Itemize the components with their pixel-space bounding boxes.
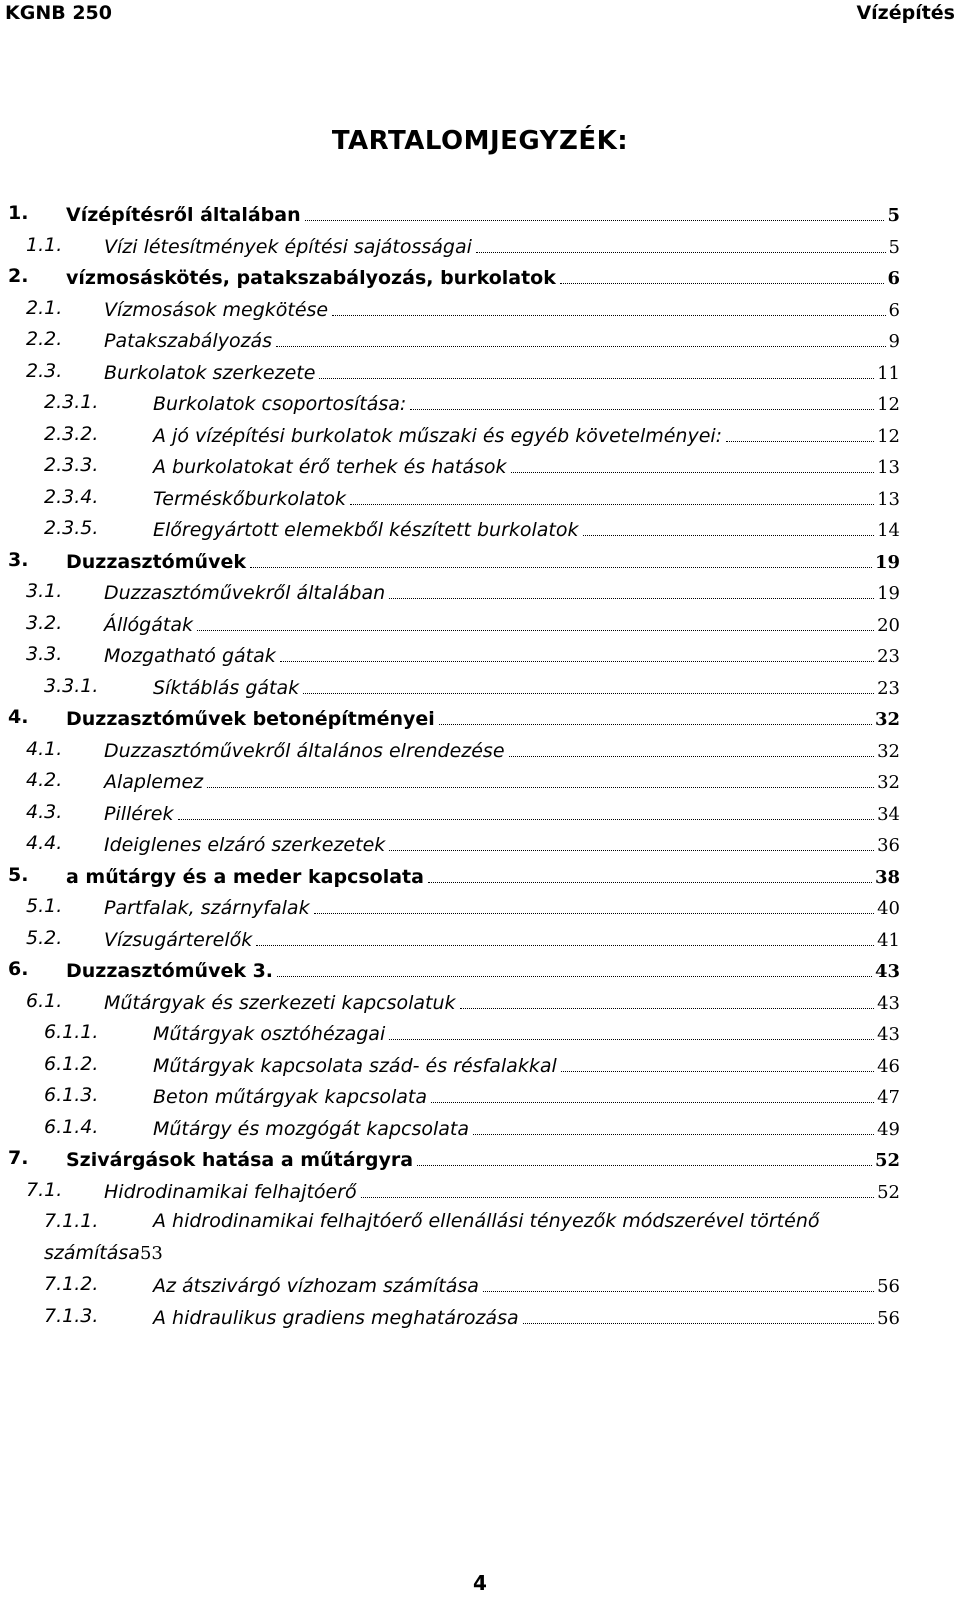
toc-entry[interactable] [0, 234, 930, 264]
toc-entry-number: 6.1.3. [44, 1084, 99, 1106]
toc-entry-title: Duzzasztóművek [66, 550, 246, 573]
toc-entry[interactable] [0, 265, 930, 295]
toc-entry-page: 40 [877, 898, 900, 919]
toc-entry-title: Szivárgások hatása a műtárgyra [66, 1149, 414, 1171]
toc-entry-number: 2.3.1. [44, 391, 99, 413]
toc-entry[interactable] [0, 927, 930, 957]
toc-entry-page: 34 [877, 803, 900, 825]
toc-entry[interactable] [0, 454, 930, 484]
toc-entry-page: 19 [874, 551, 900, 573]
toc-entry-title: Burkolatok szerkezete [104, 361, 316, 384]
toc-entry-page: 43 [877, 992, 900, 1014]
toc-entry-page: 43 [874, 961, 900, 982]
toc-entry-title: Vízépítésről általában [66, 204, 301, 226]
toc-entry-title: A jó vízépítési burkolatok műszaki és egyéb követelményei: [153, 424, 723, 447]
toc-entry-title: A burkolatokat érő terhek és hatások [153, 456, 507, 478]
toc-entry-number: 6.1.2. [44, 1052, 99, 1075]
toc-entry-title-continued: számítása [44, 1241, 140, 1264]
dot-leader [726, 423, 874, 442]
dot-leader [332, 297, 885, 316]
toc-entry-number: 3.3. [26, 643, 63, 665]
toc-entry-title: Síktáblás gátak [153, 676, 300, 699]
toc-entry-number: 2.2. [26, 328, 63, 350]
toc-entry-number: 7.1.2. [44, 1273, 99, 1295]
toc-entry-title: Duzzasztóművek 3. [66, 960, 274, 982]
toc-entry-page: 52 [874, 1150, 900, 1171]
toc-entry-title: Duzzasztóművekről általában [104, 582, 386, 604]
toc-entry-number: 5.2. [26, 926, 63, 949]
toc-entry-number: 3.2. [26, 611, 63, 634]
toc-entry-number: 2.1. [26, 296, 63, 319]
toc-entry-page: 20 [877, 614, 900, 636]
toc-entry-page: 12 [877, 394, 900, 415]
dot-leader [523, 1305, 874, 1324]
toc-entry[interactable] [0, 801, 930, 831]
toc-entry-page: 5 [887, 205, 900, 226]
toc-entry-page: 32 [877, 772, 900, 793]
dot-leader [410, 391, 874, 410]
toc-entry-page: 23 [877, 646, 900, 667]
toc-entry-page: 11 [877, 362, 900, 384]
toc-entry-title: A hidrodinamikai felhajtóerő ellenállási tényezők módszerével történő [153, 1210, 820, 1232]
toc-entry[interactable] [0, 360, 930, 390]
toc-entry-number: 5. [8, 863, 29, 886]
toc-entry[interactable] [0, 549, 930, 579]
toc-entry-number: 3. [8, 548, 29, 571]
toc-entry-number: 2.3.3. [44, 454, 99, 476]
dot-leader [305, 202, 885, 221]
toc-entry-title: Előregyártott elemekből készített burkolatok [153, 519, 579, 541]
page-number: 4 [473, 1571, 487, 1595]
toc-entry-number: 2.3. [26, 359, 63, 382]
header-course-code: KGNB 250 [5, 2, 112, 24]
toc-entry-number: 4.3. [26, 800, 63, 823]
toc-entry-number: 6. [8, 958, 29, 980]
dot-leader [428, 864, 872, 883]
toc-entry-title: Műtárgyak és szerkezeti kapcsolatuk [104, 991, 456, 1014]
toc-entry-title: Pillérek [104, 802, 174, 825]
toc-entry[interactable] [0, 864, 930, 894]
dot-leader [197, 612, 874, 631]
page-title: TARTALOMJEGYZÉK: [331, 126, 629, 156]
toc-entry[interactable] [0, 1116, 930, 1146]
dot-leader [439, 706, 872, 725]
toc-entry-page: 6 [887, 268, 900, 289]
toc-entry[interactable] [0, 769, 930, 799]
toc-entry-title: Burkolatok csoportosítása: [153, 393, 407, 415]
dot-leader [460, 990, 875, 1009]
toc-entry[interactable] [0, 832, 930, 862]
dot-leader [389, 1021, 874, 1040]
toc-entry-number: 3.3.1. [44, 674, 99, 697]
toc-entry-number: 4.4. [26, 832, 63, 854]
dot-leader [361, 1179, 874, 1198]
toc-entry-page: 5 [888, 236, 900, 258]
toc-entry-page: 56 [877, 1276, 900, 1297]
toc-entry[interactable] [0, 706, 930, 736]
toc-entry-title: Vízmosások megkötése [104, 298, 329, 321]
toc-entry-title: Mozgatható gátak [104, 645, 276, 667]
toc-entry-number: 7.1. [26, 1178, 63, 1201]
toc-entry-number: 2.3.4. [44, 485, 99, 508]
toc-entry-page: 49 [877, 1118, 900, 1140]
dot-leader [277, 958, 872, 977]
toc-entry-page: 19 [877, 583, 900, 604]
toc-entry-number: 2. [8, 265, 29, 287]
toc-entry[interactable] [0, 391, 930, 421]
dot-leader [280, 643, 874, 662]
toc-entry[interactable] [0, 517, 930, 547]
toc-entry-number: 1.1. [26, 233, 63, 256]
toc-entry[interactable] [0, 1305, 930, 1335]
toc-entry-number: 7.1.1. [44, 1210, 99, 1232]
dot-leader [431, 1084, 874, 1103]
toc-entry-title: Beton műtárgyak kapcsolata [153, 1086, 428, 1108]
toc-entry[interactable] [0, 1147, 930, 1177]
dot-leader [417, 1147, 872, 1166]
toc-entry[interactable] [0, 643, 930, 673]
toc-entry[interactable] [0, 1273, 930, 1303]
toc-entry-page: 36 [877, 835, 900, 856]
dot-leader [276, 328, 885, 347]
toc-entry-page: 43 [877, 1024, 900, 1045]
toc-entry[interactable] [0, 423, 930, 453]
dot-leader [476, 234, 886, 253]
toc-entry-page: 13 [877, 457, 900, 478]
toc-entry[interactable] [0, 675, 930, 705]
toc-entry-page: 53 [139, 1242, 163, 1264]
dot-leader [561, 1053, 874, 1072]
toc-entry-page: 38 [874, 866, 900, 888]
toc-entry-title: A hidraulikus gradiens meghatározása [153, 1306, 519, 1329]
toc-entry-continuation[interactable] [44, 1242, 163, 1272]
toc-entry-number: 4.1. [26, 737, 63, 760]
toc-entry[interactable] [0, 1179, 930, 1209]
toc-entry-page: 13 [877, 488, 900, 510]
toc-entry-title: Terméskőburkolatok [153, 487, 347, 510]
toc-entry[interactable] [0, 297, 930, 327]
toc-entry[interactable] [0, 738, 930, 768]
toc-entry-page: 32 [877, 740, 900, 762]
toc-entry-title: vízmosáskötés, patakszabályozás, burkolatok [66, 267, 556, 289]
dot-leader [511, 454, 875, 473]
toc-entry-page: 47 [877, 1087, 900, 1108]
dot-leader [483, 1273, 874, 1292]
toc-entry-title: Alaplemez [104, 771, 204, 793]
dot-leader [319, 360, 874, 379]
dot-leader [314, 895, 875, 914]
toc-entry-title: Vízi létesítmények építési sajátosságai [104, 235, 472, 258]
toc-entry-number: 5.1. [26, 895, 63, 917]
dot-leader [350, 486, 874, 505]
toc-entry-title: Műtárgyak osztóhézagai [153, 1023, 386, 1045]
dot-leader [473, 1116, 874, 1135]
dot-leader [389, 580, 874, 599]
toc-entry-title: Vízsugárterelők [104, 928, 253, 951]
toc-entry-number: 2.3.2. [44, 422, 99, 445]
toc-entry-title: Patakszabályozás [104, 330, 273, 352]
toc-entry-page: 46 [877, 1055, 900, 1077]
toc-entry-title: Duzzasztóművek betonépítményei [66, 708, 435, 730]
dot-leader [560, 265, 885, 284]
dot-leader [583, 517, 875, 536]
toc-entry-page: 14 [877, 520, 900, 541]
toc-entry-title: Hidrodinamikai felhajtóerő [104, 1180, 357, 1203]
toc-entry[interactable] [0, 328, 930, 358]
toc-entry[interactable] [0, 958, 930, 988]
page-header [5, 0, 955, 28]
toc-entry-title: Állógátak [104, 613, 193, 636]
toc-entry[interactable] [0, 990, 930, 1020]
dot-leader [509, 738, 875, 757]
dot-leader [207, 769, 874, 788]
toc-entry[interactable] [0, 1053, 930, 1083]
toc-entry-page: 52 [877, 1181, 900, 1203]
toc-entry-title: Partfalak, szárnyfalak [104, 897, 310, 919]
toc-entry-number: 7.1.3. [44, 1304, 99, 1327]
toc-entry-title: Ideiglenes elzáró szerkezetek [104, 834, 386, 856]
toc-entry[interactable] [0, 580, 930, 610]
toc-entry[interactable] [0, 202, 930, 232]
toc-entry-page: 41 [877, 929, 900, 951]
toc-entry-number: 1. [8, 202, 29, 224]
toc-entry-page: 56 [877, 1307, 900, 1329]
toc-entry-title: Az átszivárgó vízhozam számítása [153, 1275, 479, 1297]
toc-entry[interactable] [0, 612, 930, 642]
toc-entry-page: 9 [888, 331, 900, 352]
toc-entry[interactable] [0, 1084, 930, 1114]
toc-entry-page: 6 [888, 299, 900, 321]
dot-leader [250, 549, 872, 568]
toc-entry-number: 4. [8, 706, 29, 728]
toc-entry-number: 6.1.4. [44, 1115, 99, 1138]
dot-leader [256, 927, 874, 946]
toc-entry-number: 3.1. [26, 580, 63, 602]
toc-entry-number: 7. [8, 1147, 29, 1169]
toc-entry-title: Műtárgy és mozgógát kapcsolata [153, 1117, 469, 1140]
toc-entry-page: 23 [877, 677, 900, 699]
toc-entry-number: 2.3.5. [44, 517, 99, 539]
toc-entry-page: 32 [874, 709, 900, 730]
dot-leader [389, 832, 874, 851]
toc-entry-title: a műtárgy és a meder kapcsolata [66, 865, 424, 888]
dot-leader [303, 675, 874, 694]
toc-entry-number: 6.1. [26, 989, 63, 1012]
toc-entry[interactable] [0, 895, 930, 925]
toc-entry[interactable] [0, 486, 930, 516]
toc-entry-number: 4.2. [26, 769, 63, 791]
dot-leader [178, 801, 875, 820]
toc-entry-title: Műtárgyak kapcsolata szád- és résfalakkal [153, 1054, 557, 1077]
toc-entry[interactable] [0, 1021, 930, 1051]
toc-entry-page: 12 [877, 425, 900, 447]
toc-entry-title: Duzzasztóművekről általános elrendezése [104, 739, 505, 762]
toc-entry[interactable] [0, 1210, 930, 1240]
toc-entry-number: 6.1.1. [44, 1021, 99, 1043]
header-subject: Vízépítés [856, 2, 955, 24]
